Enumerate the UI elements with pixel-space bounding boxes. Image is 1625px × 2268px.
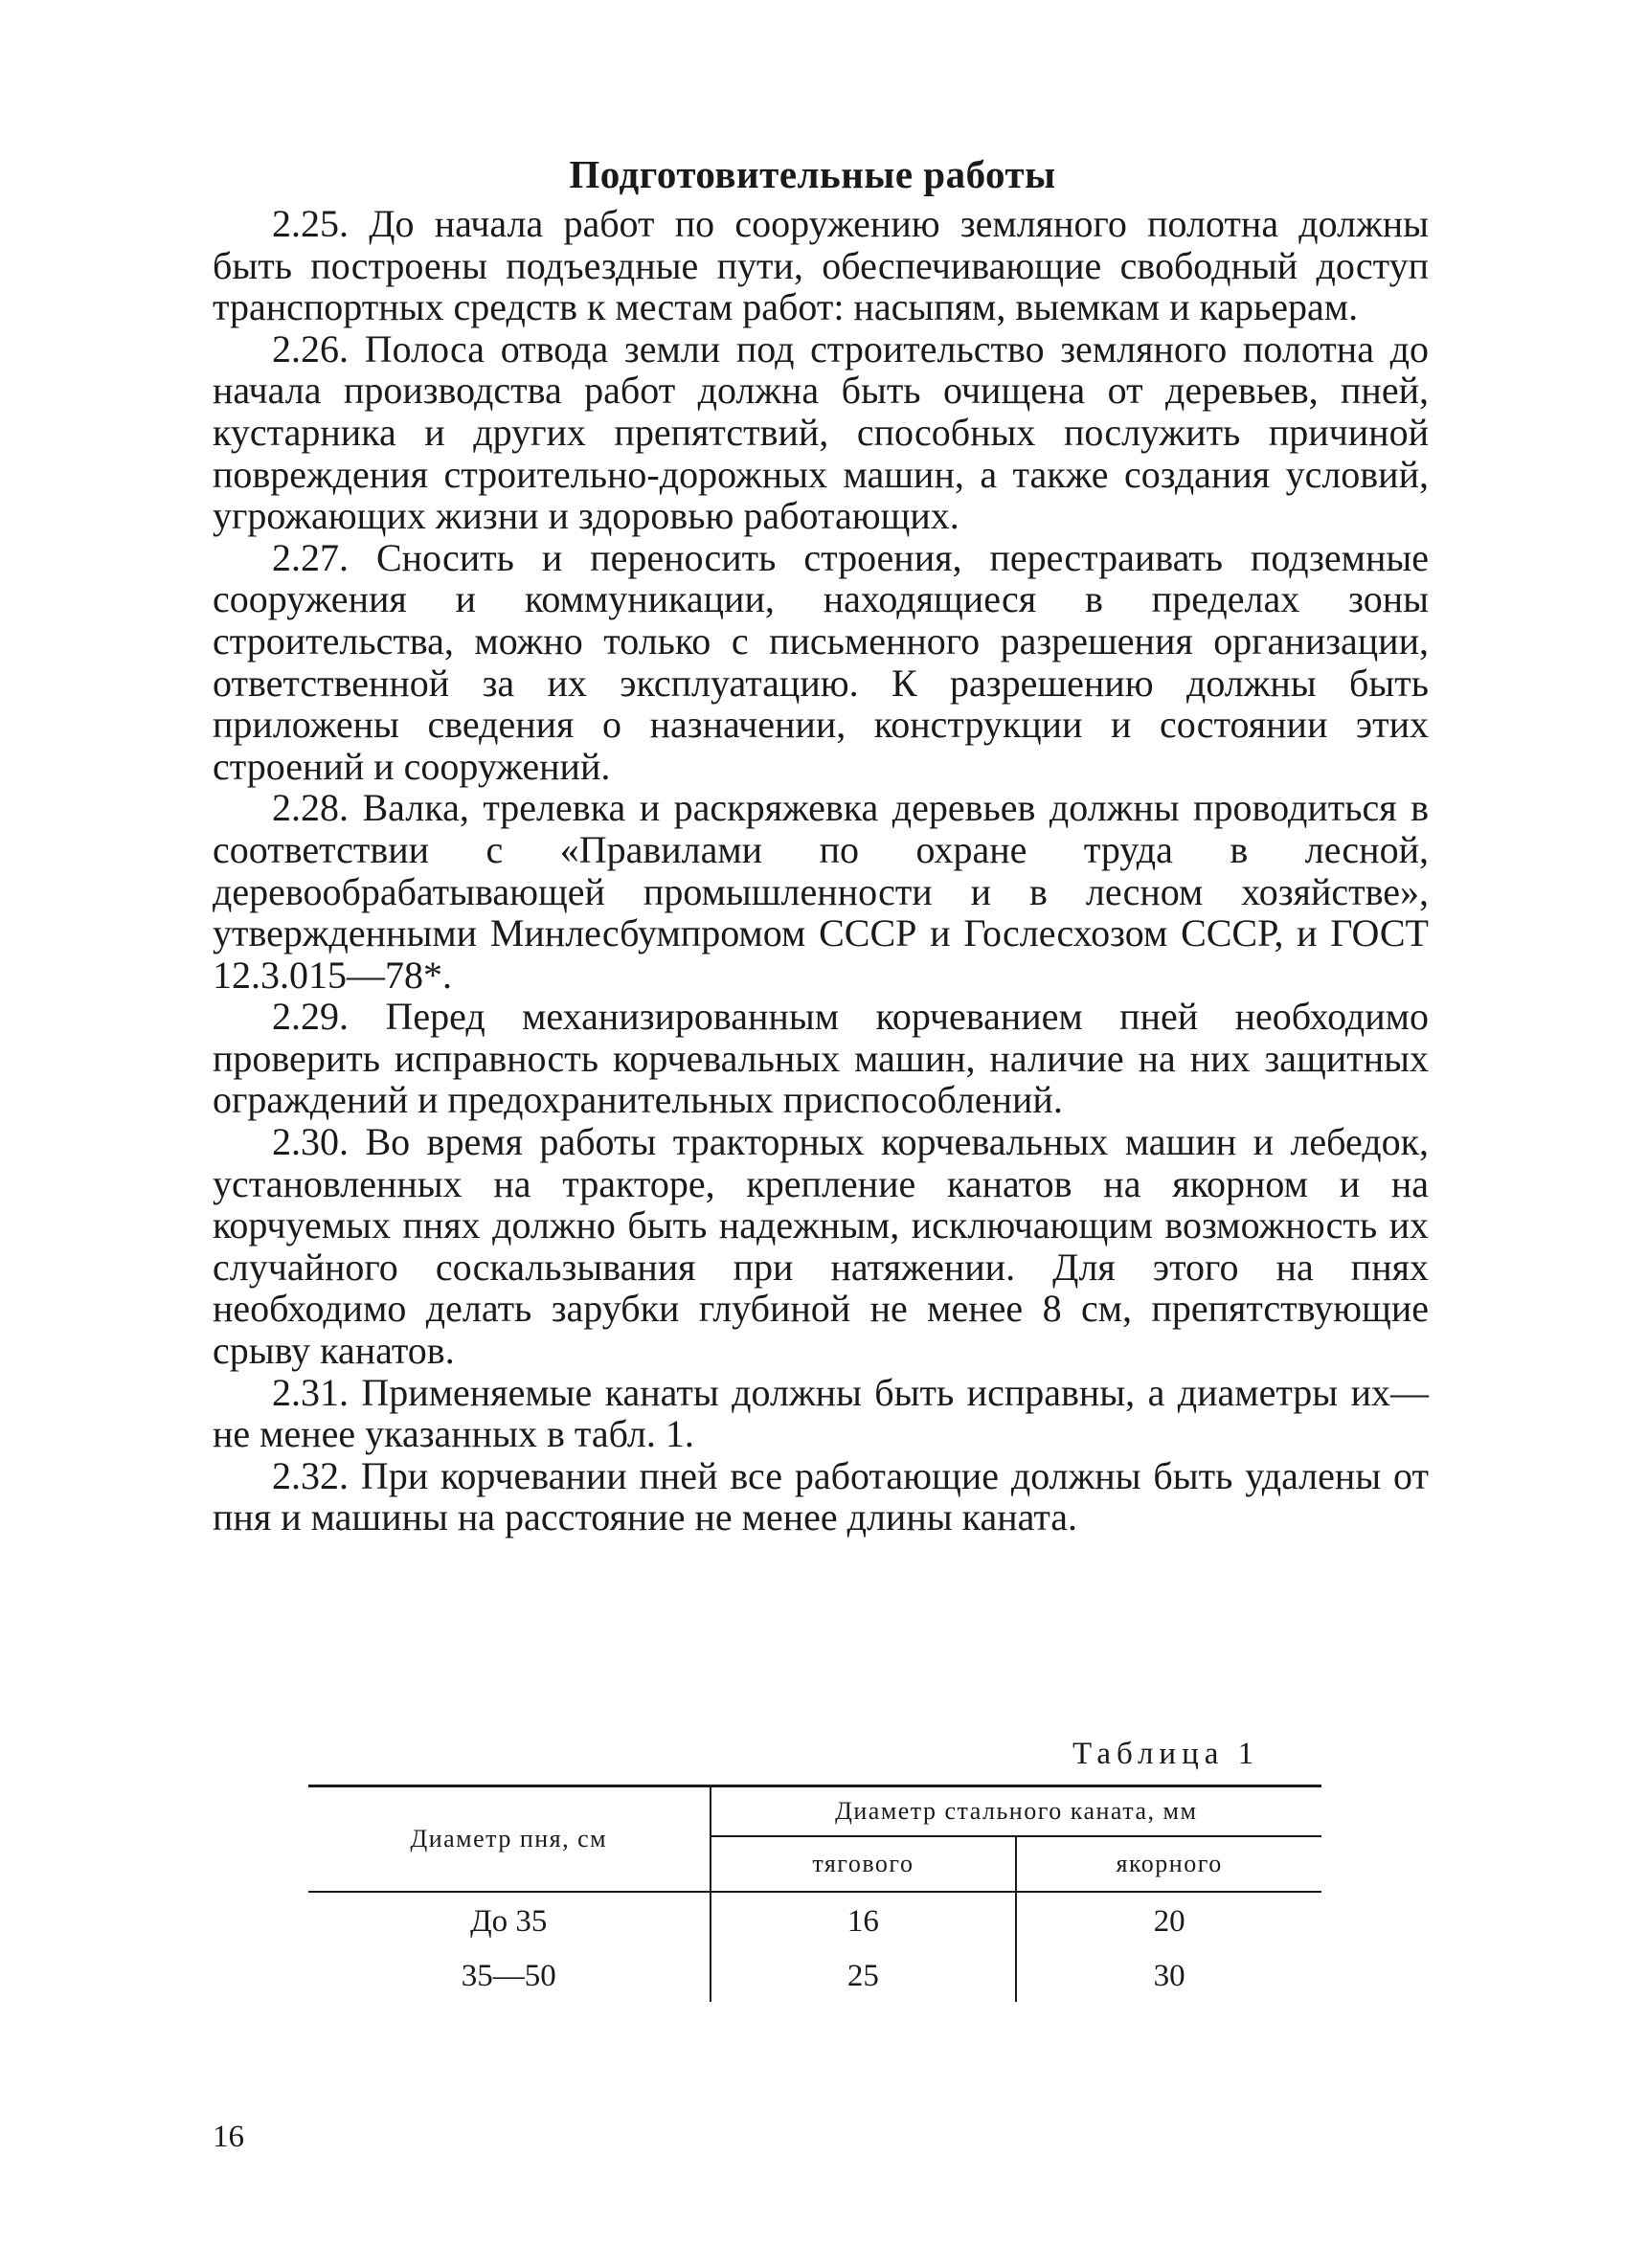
rope-diameter-table bbox=[308, 1785, 1321, 2002]
paragraph-2-26: 2.26. Полоса отвода земли под строительство земляного полотна до начала производства работ должна быть очищена от деревьев, пней, кустарника и других препятствий, способных послужить причиной повреждения строительно-дорожных машин, а также создания условий, угрожающих жизни и здоровью работающих. bbox=[213, 326, 1429, 538]
paragraph-2-29: 2.29. Перед механизированным корчеванием пней необходимо проверить исправность корчевальных машин, наличие на них защитных ограждений и предохранительных приспособлений. bbox=[213, 995, 1429, 1122]
body-text bbox=[213, 203, 1429, 1538]
table-row bbox=[308, 1947, 1321, 2002]
table-caption: Таблица 1 bbox=[1072, 1737, 1260, 1771]
paragraph-2-25: 2.25. До начала работ по сооружению земляного полотна должны быть построены подъездные пути, обеспечивающие свободный доступ транспортных средств к местам работ: насыпям, выемкам и карьерам. bbox=[213, 202, 1429, 329]
column-header-rope-diameter: Диаметр стального каната, мм bbox=[711, 1786, 1321, 1836]
page-number: 16 bbox=[213, 2120, 244, 2154]
cell-stump: До 35 bbox=[470, 1904, 548, 1939]
paragraph-2-31: 2.31. Применяемые канаты должны быть исправны, а диаметры их—не менее указанных в табл. 1. bbox=[213, 1370, 1429, 1456]
cell-stump: 35—50 bbox=[461, 1959, 556, 1993]
section-heading: Подготовительные работы bbox=[569, 152, 1056, 196]
cell-anchor: 20 bbox=[1016, 1892, 1321, 1947]
paragraph-2-32: 2.32. При корчевании пней все работающие должны быть удалены от пня и машины на расстояние не менее длины каната. bbox=[213, 1453, 1429, 1539]
cell-anchor: 30 bbox=[1016, 1947, 1321, 2002]
cell-traction: 16 bbox=[711, 1892, 1017, 1947]
table-row bbox=[308, 1892, 1321, 1947]
paragraph-2-28: 2.28. Валка, трелевка и раскряжевка деревьев должны проводиться в соответствии с «Правилами по охране труда в лесной, деревообрабатывающей промышленности и в лесном хозяйстве», утвержденными Минлесбумпромом СССР и Гослесхозом СССР, и ГОСТ 12.3.015—78*. bbox=[213, 786, 1429, 997]
column-header-anchor: якорного bbox=[1016, 1836, 1321, 1892]
column-header-traction: тягового bbox=[711, 1836, 1017, 1892]
cell-traction: 25 bbox=[711, 1947, 1017, 2002]
paragraph-2-30: 2.30. Во время работы тракторных корчевальных машин и лебедок, установленных на тракторе, крепление канатов на якорном и на корчуемых пнях должно быть надежным, исключающим возможность их случайного соскальзывания при натяжении. Для этого на пнях необходимо делать зарубки глубиной не менее 8 см, препятствующие срыву канатов. bbox=[213, 1120, 1429, 1373]
paragraph-2-27: 2.27. Сносить и переносить строения, перестраивать подземные сооружения и коммуникации, находящиеся в пределах зоны строительства, можно только с письменного разрешения организации, ответственной за их эксплуатацию. К разрешению должны быть приложены сведения о назначении, конструкции и состоянии этих строений и сооружений. bbox=[213, 535, 1429, 788]
column-header-stump-diameter: Диаметр пня, см bbox=[308, 1786, 711, 1892]
